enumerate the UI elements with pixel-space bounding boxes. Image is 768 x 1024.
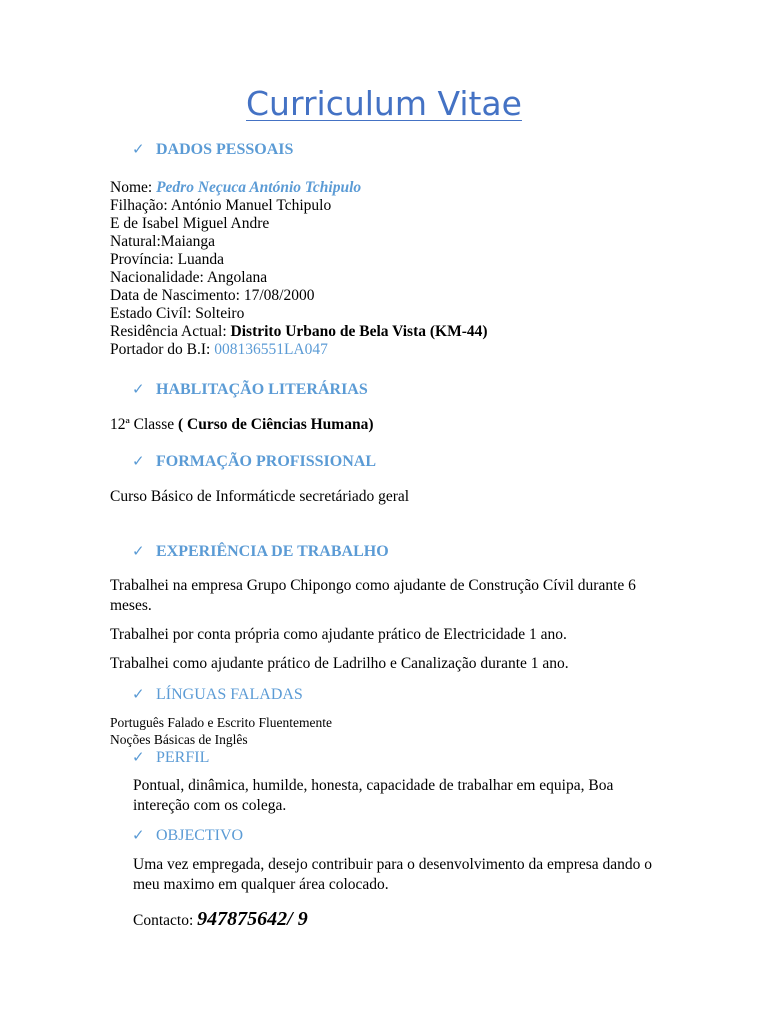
filiation-line-2: E de Isabel Miguel Andre — [110, 215, 270, 232]
id-label: Portador do B.I: — [110, 341, 215, 358]
section-heading-dados-pessoais — [132, 139, 293, 160]
birthdate-line: Data de Nascimento: 17/08/2000 — [110, 287, 315, 304]
language-item: Português Falado e Escrito Fluentemente — [110, 715, 332, 730]
name-value: Pedro Neçuca António Tchipulo — [156, 179, 362, 196]
language-item: Noções Básicas de Inglês — [110, 732, 248, 747]
contact-label: Contacto: — [133, 912, 198, 929]
residence-value: Distrito Urbano de Bela Vista (KM-44) — [230, 323, 488, 340]
check-icon: ✓ — [132, 542, 145, 560]
id-value: 008136551LA047 — [214, 341, 328, 358]
heading-text: EXPERIÊNCIA DE TRABALHO — [156, 543, 389, 560]
section-heading-perfil — [132, 747, 209, 768]
section-heading-experiencia — [132, 541, 389, 562]
experience-item: Trabalhei na empresa Grupo Chipongo como ajudante de Construção Cívil durante 6 meses. — [110, 577, 636, 614]
residence-line — [110, 323, 488, 341]
check-icon: ✓ — [132, 748, 145, 766]
natural-line: Natural:Maianga — [110, 233, 216, 250]
name-line — [110, 179, 488, 197]
heading-text: DADOS PESSOAIS — [156, 141, 294, 158]
nationality-line: Nacionalidade: Angolana — [110, 269, 268, 286]
check-icon: ✓ — [132, 826, 145, 844]
heading-text: LÍNGUAS FALADAS — [156, 686, 303, 703]
experience-item: Trabalhei como ajudante prático de Ladrilho e Canalização durante 1 ano. — [110, 655, 569, 672]
document-title: Curriculum Vitae — [246, 84, 522, 123]
id-line — [110, 341, 488, 359]
education-text — [110, 415, 650, 435]
province-line: Província: Luanda — [110, 251, 225, 268]
contact-phone: 947875642/ 9 — [197, 908, 308, 930]
name-label: Nome: — [110, 179, 157, 196]
heading-text: FORMAÇÃO PROFISSIONAL — [156, 453, 377, 470]
section-heading-objectivo — [132, 825, 243, 846]
profile-text: Pontual, dinâmica, humilde, honesta, capacidade de trabalhar em equipa, Boa intereção com os colega. — [133, 777, 614, 814]
heading-text: OBJECTIVO — [156, 827, 244, 844]
filiation-line: Filhação: António Manuel Tchipulo — [110, 197, 332, 214]
section-heading-formacao — [132, 451, 376, 472]
residence-label: Residência Actual: — [110, 323, 231, 340]
section-heading-habilitacoes — [132, 379, 368, 400]
training-text: Curso Básico de Informáticde secretáriado geral — [110, 488, 410, 505]
education-grade: 12ª Classe — [110, 416, 178, 433]
heading-text: PERFIL — [156, 749, 210, 766]
personal-data-block — [110, 179, 488, 359]
education-course: ( Curso de Ciências Humana) — [178, 416, 374, 433]
section-heading-linguas — [132, 684, 303, 705]
contact-line — [133, 906, 663, 934]
check-icon: ✓ — [132, 685, 145, 703]
heading-text: HABLITAÇÃO LITERÁRIAS — [156, 381, 368, 398]
marital-status-line: Estado Civíl: Solteiro — [110, 305, 245, 322]
experience-item: Trabalhei por conta própria como ajudante prático de Electricidade 1 ano. — [110, 626, 567, 643]
check-icon: ✓ — [132, 380, 145, 398]
check-icon: ✓ — [132, 140, 145, 158]
check-icon: ✓ — [132, 452, 145, 470]
objective-text: Uma vez empregada, desejo contribuir para o desenvolvimento da empresa dando o meu maximo em qualquer área colocado. — [133, 856, 653, 893]
